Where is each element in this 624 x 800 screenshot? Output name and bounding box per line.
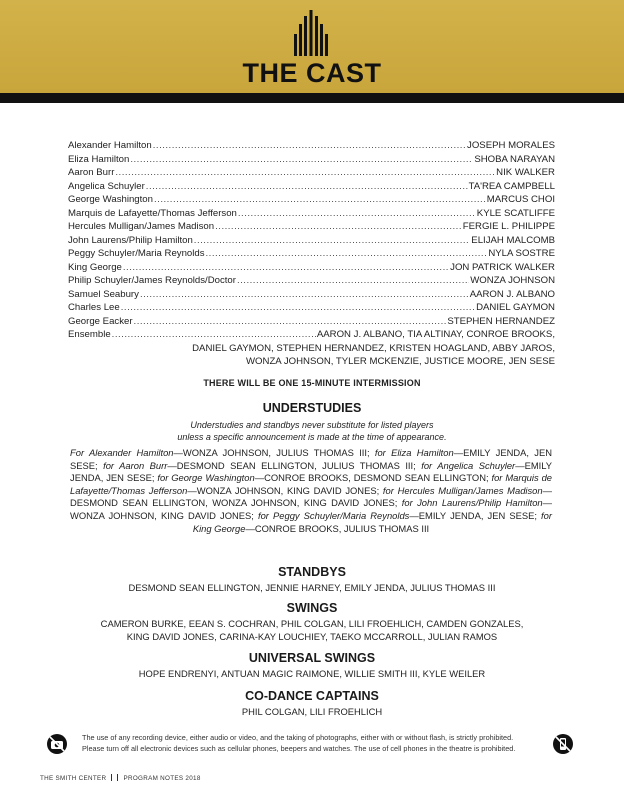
understudies-note-line: unless a specific announcement is made at the time of appearance. bbox=[177, 432, 447, 442]
footer-venue: THE SMITH CENTER bbox=[40, 775, 107, 782]
understudy-role: for Angelica Schuyler bbox=[421, 459, 516, 471]
cast-role: Samuel Seabury bbox=[68, 288, 139, 300]
dance-captains-heading: CO-DANCE CAPTAINS bbox=[245, 689, 379, 703]
cast-actor: SHOBA NARAYAN bbox=[474, 153, 555, 165]
cast-actor: KYLE SCATLIFFE bbox=[476, 207, 555, 219]
swings-names bbox=[0, 617, 624, 643]
understudy-names: DESMOND SEAN ELLINGTON, JULIUS THOMAS III bbox=[176, 459, 414, 471]
cast-row bbox=[68, 193, 555, 207]
cast-role: Peggy Schuyler/Maria Reynolds bbox=[68, 248, 205, 259]
leader-dots bbox=[123, 261, 449, 275]
understudy-role: for Peggy Schuyler/Maria Reynolds bbox=[257, 509, 410, 521]
universal-swings-heading: UNIVERSAL SWINGS bbox=[248, 651, 376, 665]
understudy-names: WONZA JOHNSON, KING DAVID JONES bbox=[196, 484, 377, 496]
swings-line: CAMERON BURKE, EEAN S. COCHRAN, PHIL COLGAN, LILI FROEHLICH, CAMDEN GONZALES, bbox=[100, 618, 524, 629]
understudies-heading: UNDERSTUDIES bbox=[262, 401, 362, 415]
leader-dots bbox=[206, 247, 488, 261]
page-footer bbox=[40, 774, 201, 782]
swings-heading: SWINGS bbox=[286, 601, 338, 615]
understudies-note-line: Understudies and standbys never substitute for listed players bbox=[190, 420, 434, 430]
leader-dots bbox=[215, 220, 462, 234]
leader-dots bbox=[237, 274, 469, 288]
cast-actor: DANIEL GAYMON bbox=[476, 302, 555, 313]
understudy-role: for John Laurens/Philip Hamilton bbox=[401, 497, 543, 509]
cast-role: Angelica Schuyler bbox=[68, 180, 145, 192]
cast-row bbox=[68, 247, 555, 261]
swings-line: KING DAVID JONES, CARINA-KAY LOUCHIEY, TAEKO MCCARROLL, JULIAN RAMOS bbox=[126, 631, 498, 642]
disclaimer-line: The use of any recording device, either audio or video, and the taking of photographs, either with or without flash, is strictly prohibited. bbox=[82, 733, 514, 742]
leader-dots bbox=[140, 288, 469, 302]
cast-role: George Washington bbox=[68, 194, 153, 205]
leader-dots bbox=[130, 153, 473, 167]
leader-dots bbox=[121, 301, 475, 315]
cast-row bbox=[68, 328, 555, 342]
cast-row bbox=[68, 288, 555, 302]
standbys-heading: STANDBYS bbox=[278, 565, 346, 579]
dance-captains-names bbox=[0, 705, 624, 718]
cast-role: Marquis de Lafayette/Thomas Jefferson bbox=[68, 207, 237, 219]
understudy-names: WONZA JOHNSON, KING DAVID JONES bbox=[70, 509, 252, 521]
footer-logo-icon bbox=[111, 774, 118, 781]
cast-actor: FERGIE L. PHILIPPE bbox=[462, 221, 555, 232]
understudy-names: DESMOND SEAN ELLINGTON, WONZA JOHNSON, KING DAVID JONES bbox=[70, 497, 395, 509]
footer-publication: PROGRAM NOTES 2018 bbox=[123, 775, 201, 782]
understudy-role: for George Washington bbox=[157, 472, 255, 484]
leader-dots bbox=[115, 166, 495, 180]
cast-actor: ELIJAH MALCOMB bbox=[471, 234, 555, 246]
cast-row bbox=[68, 315, 555, 329]
cast-role: Ensemble bbox=[68, 329, 111, 340]
understudy-names: EMILY JENDA, JEN SESE bbox=[70, 459, 552, 484]
leader-dots bbox=[146, 180, 468, 194]
universal-swings-names bbox=[0, 667, 624, 680]
understudies-note bbox=[0, 419, 624, 443]
cast-row bbox=[68, 153, 555, 167]
understudy-role: for King George bbox=[192, 509, 552, 534]
leader-dots bbox=[112, 328, 316, 342]
disclaimer bbox=[82, 733, 542, 754]
leader-dots bbox=[134, 315, 447, 329]
cast-row bbox=[68, 301, 555, 315]
leader-dots bbox=[238, 207, 476, 221]
cast-row bbox=[68, 139, 555, 153]
intermission-note: THERE WILL BE ONE 15-MINUTE INTERMISSION bbox=[203, 378, 421, 388]
cast-actor: NYLA SOSTRE bbox=[488, 248, 555, 259]
leader-dots bbox=[153, 139, 466, 153]
cast-actor: AARON J. ALBANO bbox=[469, 288, 555, 300]
standbys-names bbox=[0, 581, 624, 594]
understudy-role: for Marquis de Lafayette/Thomas Jefferson bbox=[70, 472, 552, 496]
standbys-line: DESMOND SEAN ELLINGTON, JENNIE HARNEY, EMILY JENDA, JULIUS THOMAS III bbox=[128, 582, 496, 593]
cast-row bbox=[68, 166, 555, 180]
cast-role: Philip Schuyler/James Reynolds/Doctor bbox=[68, 275, 236, 286]
understudy-names: EMILY JENDA, JEN SESE bbox=[418, 509, 535, 521]
leader-dots bbox=[194, 234, 471, 248]
understudies-list: For Alexander Hamilton—WONZA JOHNSON, JULIUS THOMAS III; for Eliza Hamilton—EMILY JENDA, JEN SESE; for Aaron Burr—DESMOND SEAN ELLINGTON, JULIUS THOMAS III; for Angelica Schuyler—EMILY JENDA, JEN SESE; for George Washington—CONROE BROOKS, DESMOND SEAN ELLINGTON; for Marquis de Lafayette/Thomas Jefferson—WONZA JOHNSON, KING DAVID JONES; for Hercules Mulligan/James Madison—DESMOND SEAN ELLINGTON, WONZA JOHNSON, KING DAVID JONES; for John Laurens/Philip Hamilton—WONZA JOHNSON, KING DAVID JONES; for Peggy Schuyler/Maria Reynolds—EMILY JENDA, JEN SESE; for King George—CONROE BROOKS, JULIUS THOMAS III bbox=[70, 447, 553, 534]
cast-role: Aaron Burr bbox=[68, 167, 115, 178]
cast-row bbox=[68, 180, 555, 194]
cast-actor: AARON J. ALBANO, TIA ALTINAY, CONROE BROOKS, bbox=[316, 329, 555, 340]
cast-role: Hercules Mulligan/James Madison bbox=[68, 221, 215, 232]
understudy-role: for Eliza Hamilton bbox=[374, 447, 454, 458]
cast-role: Charles Lee bbox=[68, 302, 120, 313]
smith-center-logo-icon bbox=[291, 10, 331, 56]
understudy-names: CONROE BROOKS, DESMOND SEAN ELLINGTON bbox=[264, 472, 486, 484]
cast-role: George Eacker bbox=[68, 315, 133, 327]
cast-role: Alexander Hamilton bbox=[68, 140, 152, 151]
page-title: THE CAST bbox=[242, 58, 382, 88]
cast-actor: TA'REA CAMPBELL bbox=[468, 180, 555, 192]
understudy-names: CONROE BROOKS, JULIUS THOMAS III bbox=[254, 522, 430, 534]
cast-row bbox=[68, 261, 555, 275]
understudy-names: EMILY JENDA, JEN SESE bbox=[70, 447, 553, 471]
cast-actor: STEPHEN HERNANDEZ bbox=[447, 315, 555, 327]
cast-role: Eliza Hamilton bbox=[68, 153, 130, 165]
dance-captains-line: PHIL COLGAN, LILI FROEHLICH bbox=[241, 706, 383, 717]
understudy-role: For Alexander Hamilton bbox=[70, 447, 174, 458]
cast-row bbox=[68, 207, 555, 221]
cast-actor: MARCUS CHOI bbox=[486, 194, 555, 205]
understudy-role: for Aaron Burr bbox=[103, 459, 168, 471]
header-divider bbox=[0, 93, 624, 103]
cast-actor: NIK WALKER bbox=[496, 167, 555, 178]
page-header bbox=[0, 0, 624, 93]
cast-actor: JON PATRICK WALKER bbox=[450, 261, 555, 273]
cast-actor: WONZA JOHNSON bbox=[470, 275, 555, 286]
no-phone-icon bbox=[552, 733, 574, 755]
cast-actor: JOSEPH MORALES bbox=[467, 140, 555, 151]
leader-dots bbox=[154, 193, 486, 207]
disclaimer-line: Please turn off all electronic devices such as cellular phones, beepers and watches. The use of cell phones in the theatre is prohibited. bbox=[82, 743, 516, 753]
cast-row bbox=[68, 234, 555, 248]
understudy-role: for Hercules Mulligan/James Madison bbox=[382, 484, 543, 496]
ensemble-line: DANIEL GAYMON, STEPHEN HERNANDEZ, KRISTEN HOAGLAND, ABBY JAROS, bbox=[192, 342, 555, 354]
universal-swings-line: HOPE ENDRENYI, ANTUAN MAGIC RAIMONE, WILLIE SMITH III, KYLE WEILER bbox=[138, 668, 486, 679]
no-camera-icon bbox=[46, 733, 68, 755]
understudy-names: WONZA JOHNSON, JULIUS THOMAS III bbox=[182, 447, 367, 458]
cast-row bbox=[68, 220, 555, 234]
cast-role: King George bbox=[68, 261, 122, 273]
cast-list bbox=[68, 139, 555, 369]
cast-row bbox=[68, 274, 555, 288]
cast-role: John Laurens/Philip Hamilton bbox=[68, 234, 193, 246]
ensemble-line: WONZA JOHNSON, TYLER MCKENZIE, JUSTICE MOORE, JEN SESE bbox=[246, 356, 555, 367]
